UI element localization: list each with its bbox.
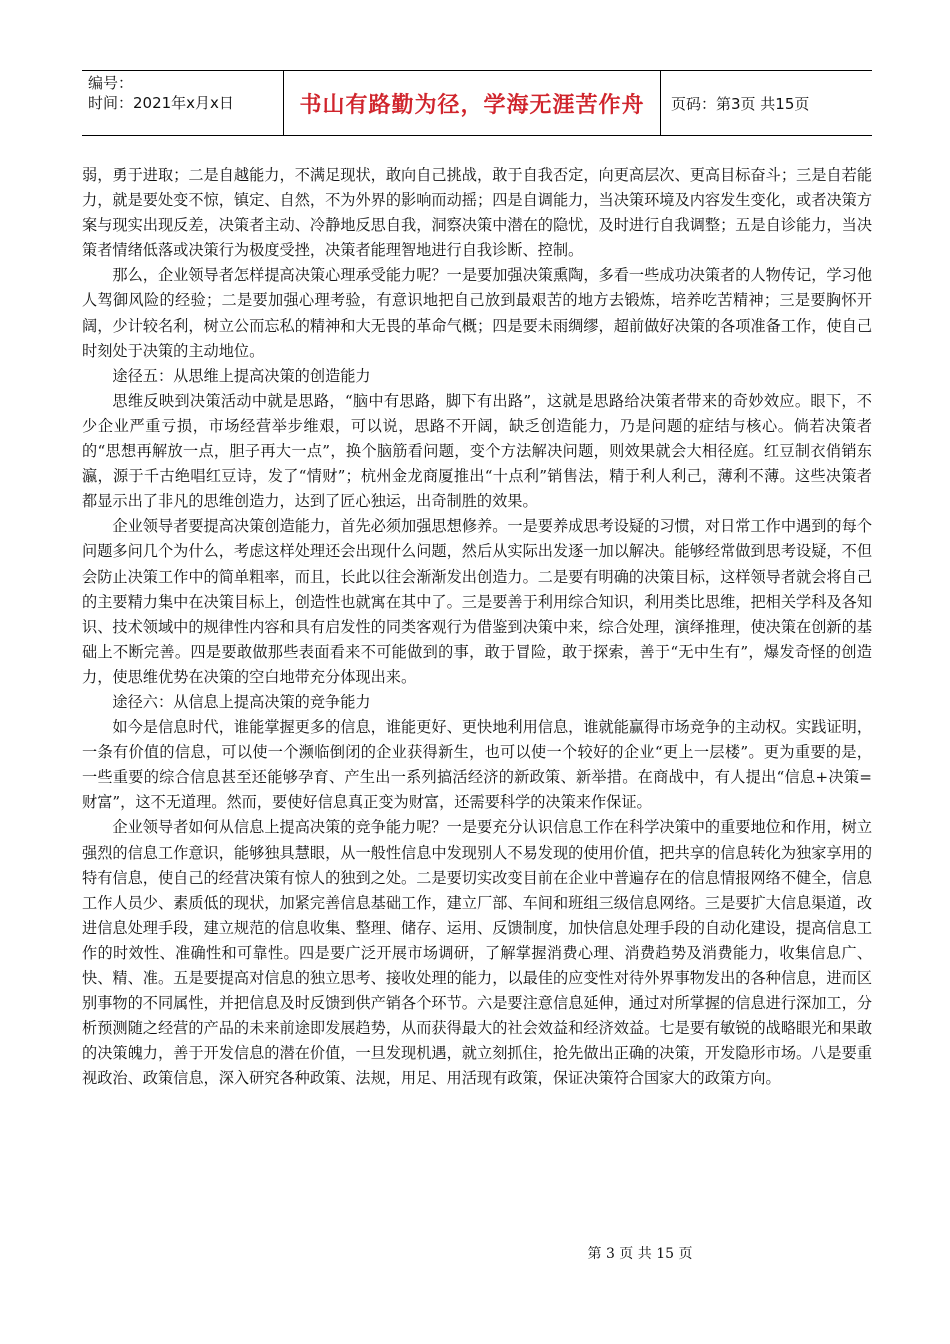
document-time-label: 时间：2021年x月x日 — [88, 94, 234, 112]
paragraph: 思维反映到决策活动中就是思路，“脑中有思路，脚下有出路”，这就是思路给决策者带来的奇妙效应。眼下，不少企业严重亏损，市场经营举步维艰，可以说，思路不开阔，缺乏创造能力，乃是问题的症结与核心。倘若决策者的“思想再解放一点，胆子再大一点”，换个脑筋看问题，变个方法解决问题，则效果就会大相径庭。红豆制衣俏销东瀛，源于千古绝唱红豆诗，发了“情财”；杭州金龙商厦推出“十点利”销售法，精于利人利己，薄利不薄。这些决策者都显示出了非凡的思维创造力，达到了匠心独运，出奇制胜的效果。 — [82, 391, 872, 511]
paragraph: 弱，勇于进取；二是自越能力，不满足现状，敢向自己挑战，敢于自我否定，向更高层次、更高目标奋斗；三是自若能力，就是要处变不惊，镇定、自然，不为外界的影响而动摇；四是自调能力，当决策环境及内容发生变化，或者决策方案与现实出现反差，决策者主动、冷静地反思自我，洞察决策中潜在的隐忧，及时进行自我调整；五是自诊能力，当决策者情绪低落或决策行为极度受挫，决策者能理智地进行自我诊断、控制。 — [82, 166, 872, 260]
document-body — [82, 163, 872, 1091]
header-page-label: 页码：第3页 共15页 — [671, 94, 810, 113]
paragraph: 如今是信息时代，谁能掌握更多的信息，谁能更好、更快地利用信息，谁就能赢得市场竞争的主动权。实践证明，一条有价值的信息，可以使一个濒临倒闭的企业获得新生，也可以使一个较好的企业“更上一层楼”。更为重要的是，一些重要的综合信息甚至还能够孕育、产生出一系列搞活经济的新政策、新举措。在商战中，有人提出“信息+决策=财富”，这不无道理。然而，要使好信息真正变为财富，还需要科学的决策来作保证。 — [82, 718, 872, 812]
header-meta — [82, 71, 284, 135]
paragraph: 企业领导者要提高决策创造能力，首先必须加强思想修养。一是要养成思考设疑的习惯，对日常工作中遇到的每个问题多问几个为什么，考虑这样处理还会出现什么问题，然后从实际出发逐一加以解决。能够经常做到思考设疑，不但会防止决策工作中的简单粗率，而且，长此以往会渐渐发出创造力。二是要有明确的决策目标，这样领导者就会将自己的主要精力集中在决策目标上，创造性也就寓在其中了。三是要善于利用综合知识，利用类比思维，把相关学科及各知识、技术领域中的规律性内容和具有启发性的同类客观行为借鉴到决策中来，综合处理，演绎推理，使决策在创新的基础上不断完善。四是要敢做那些表面看来不可能做到的事，敢于冒险，敢于探索，善于“无中生有”，爆发奇怪的创造力，使思维优势在决策的空白地带充分体现出来。 — [82, 517, 872, 686]
document-number-label: 编号： — [88, 74, 134, 92]
header-motto: 书山有路勤为径，学海无涯苦作舟 — [284, 71, 661, 135]
section-heading: 途径五：从思维上提高决策的创造能力 — [112, 366, 371, 385]
paragraph: 那么，企业领导者怎样提高决策心理承受能力呢？一是要加强决策熏陶，多看一些成功决策者的人物传记，学习他人驾御风险的经验；二是要加强心理考验，有意识地把自己放到最艰苦的地方去锻炼，培养吃苦精神；三是要胸怀开阔，少计较名利，树立公而忘私的精神和大无畏的革命气概；四是要未雨绸缪，超前做好决策的各项准备工作，使自己时刻处于决策的主动地位。 — [82, 266, 872, 360]
section-heading: 途径六：从信息上提高决策的竞争能力 — [112, 692, 371, 711]
page-header — [82, 70, 872, 136]
page-footer: 第 3 页 共 15 页 — [587, 1246, 693, 1262]
paragraph: 企业领导者如何从信息上提高决策的竞争能力呢？一是要充分认识信息工作在科学决策中的重要地位和作用，树立强烈的信息工作意识，能够独具慧眼，从一般性信息中发现别人不易发现的使用价值，把共享的信息转化为独家享用的特有信息，使自己的经营决策有惊人的独到之处。二是要切实改变目前在企业中普遍存在的信息情报网络不健全，信息工作人员少、素质低的现状，加紧完善信息基础工作，建立厂部、车间和班组三级信息网络。三是要扩大信息渠道，改进信息处理手段，建立规范的信息收集、整理、储存、运用、反馈制度，加快信息处理手段的自动化建设，提高信息工作的时效性、准确性和可靠性。四是要广泛开展市场调研，了解掌握消费心理、消费趋势及消费能力，收集信息广、快、精、准。五是要提高对信息的独立思考、接收处理的能力，以最佳的应变性对待外界事物发出的各种信息，进而区别事物的不同属性，并把信息及时反馈到供产销各个环节。六是要注意信息延伸，通过对所掌握的信息进行深加工，分析预测随之经营的产品的未来前途即发展趋势，从而获得最大的社会效益和经济效益。七是要有敏锐的战略眼光和果敢的决策魄力，善于开发信息的潜在价值，一旦发现机遇，就立刻抓住，抢先做出正确的决策，开发隐形市场。八是要重视政治、政策信息，深入研究各种政策、法规，用足、用活现有政策，保证决策符合国家大的政策方向。 — [82, 818, 872, 1088]
